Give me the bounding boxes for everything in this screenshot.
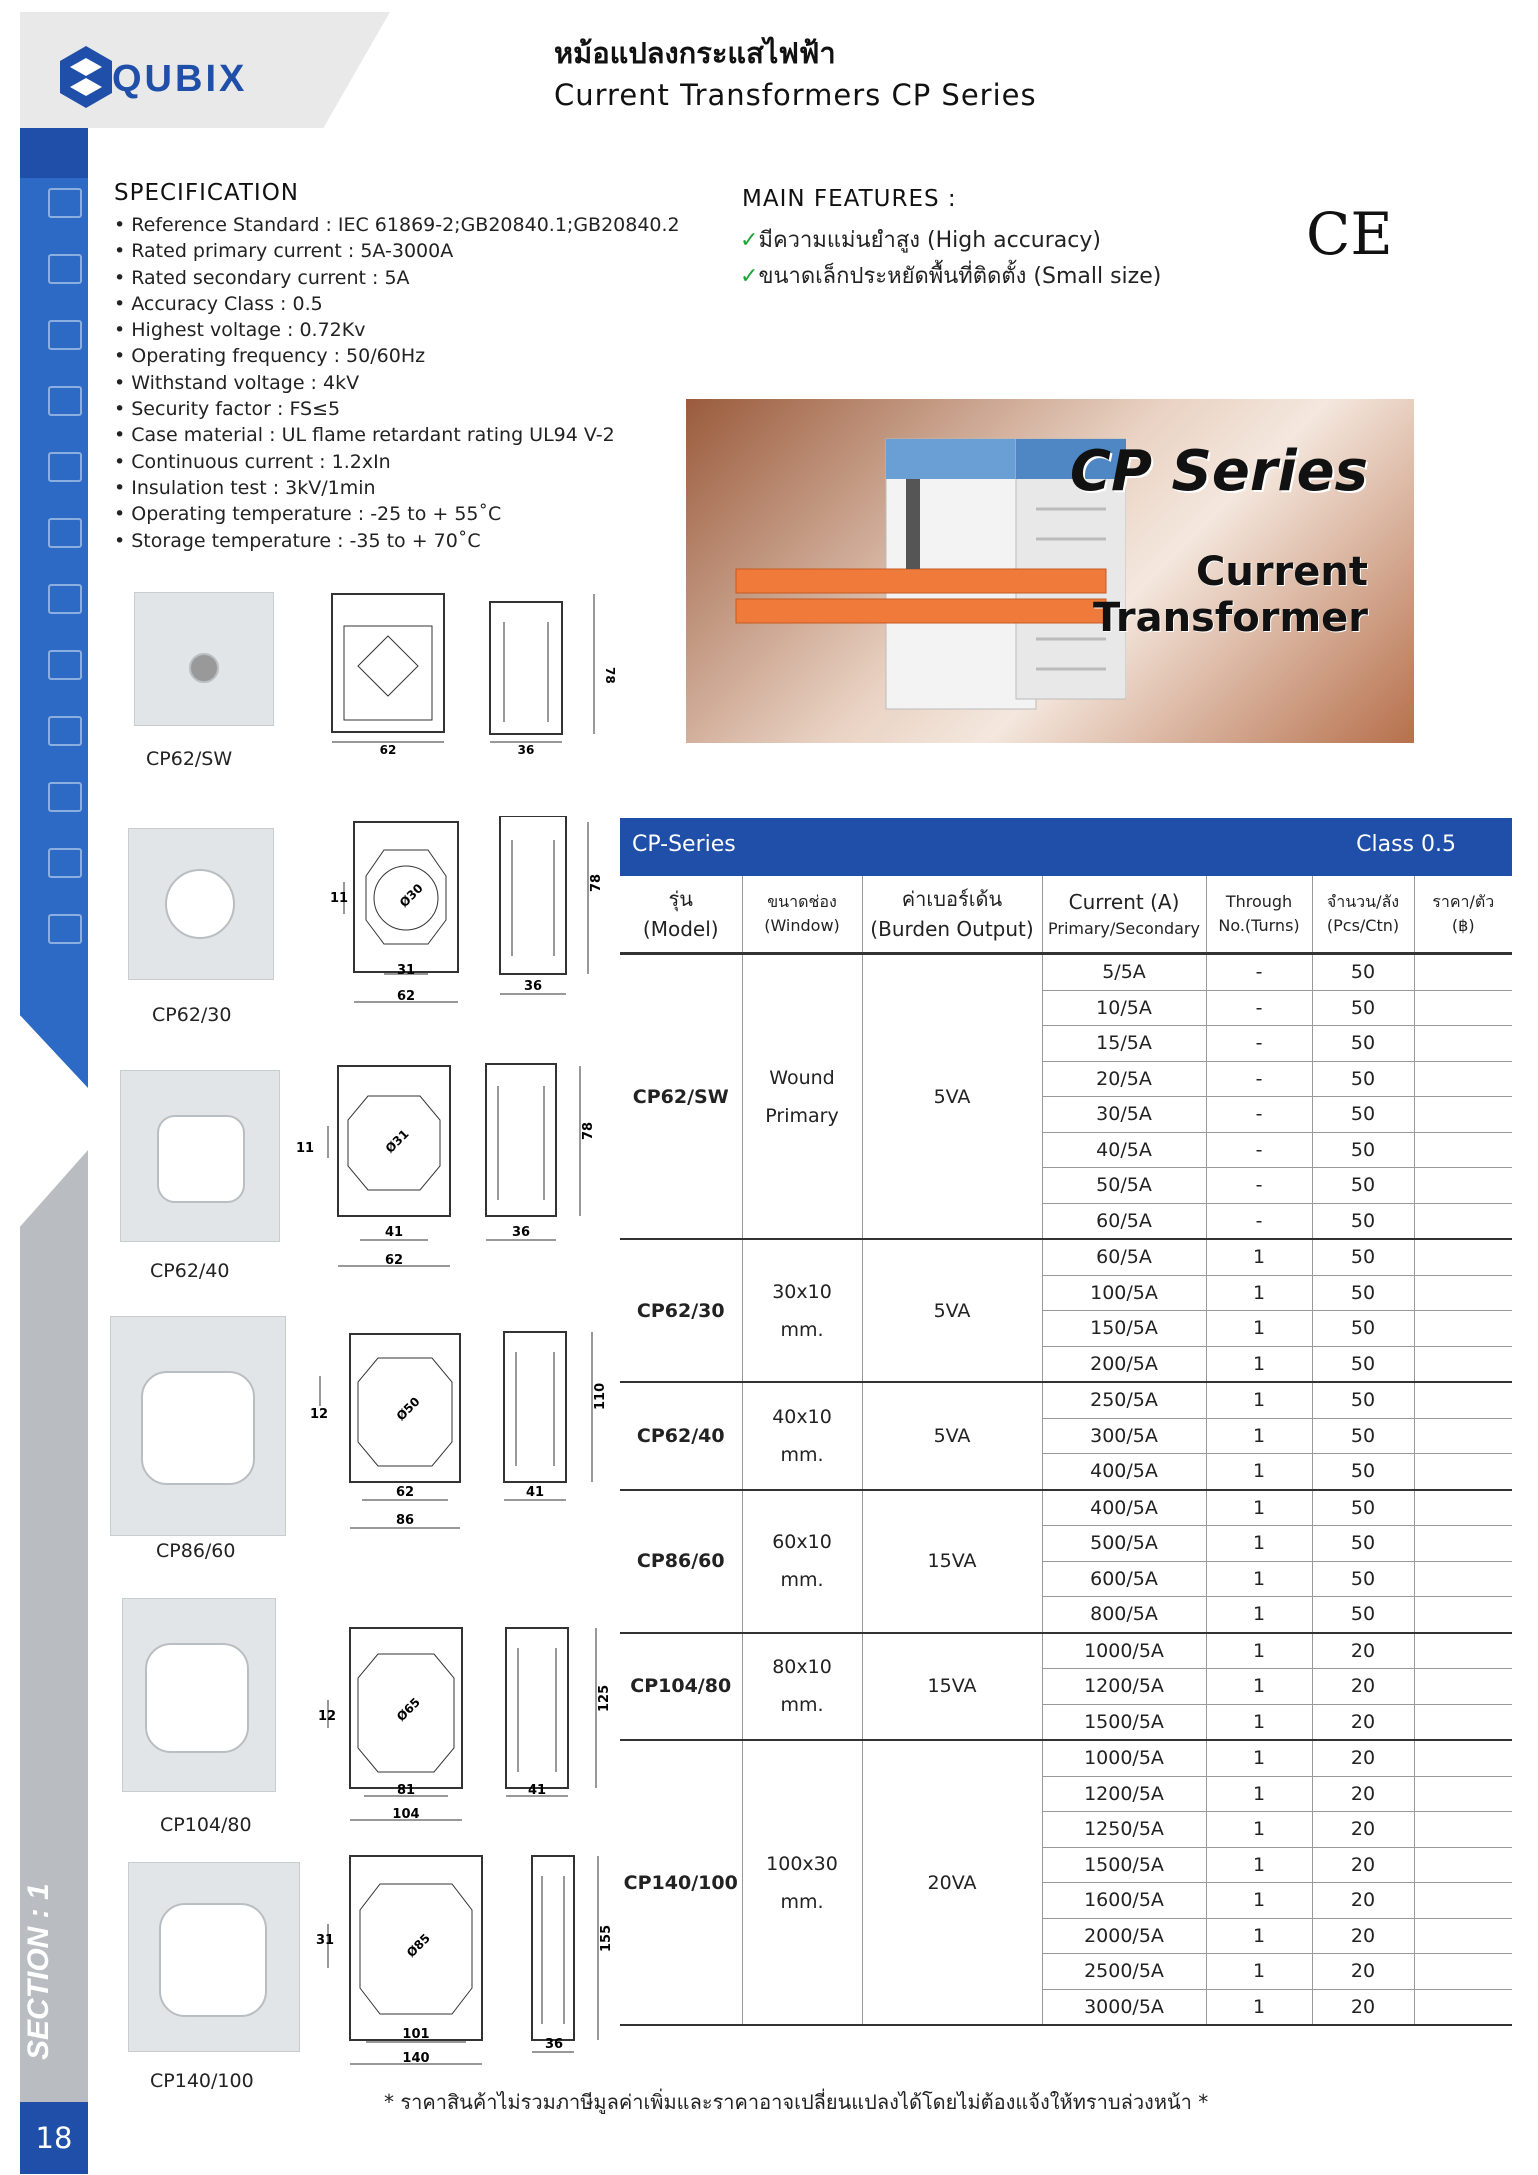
burden-cell: 5VA	[862, 1239, 1042, 1382]
table-row	[620, 954, 1512, 991]
dimension-drawing-cp104-80	[314, 1620, 620, 1830]
current-cell: 1500/5A	[1042, 1847, 1206, 1883]
current-cell: 1500/5A	[1042, 1704, 1206, 1740]
svg-text:86: 86	[395, 1513, 415, 1528]
model-cell: CP62/30	[620, 1239, 742, 1382]
burden-cell: 5VA	[862, 954, 1042, 1240]
current-cell: 1600/5A	[1042, 1883, 1206, 1919]
price-cell	[1414, 1346, 1512, 1382]
current-cell: 200/5A	[1042, 1346, 1206, 1382]
burden-cell: 20VA	[862, 1740, 1042, 2025]
price-cell	[1414, 1918, 1512, 1954]
price-cell	[1414, 1418, 1512, 1454]
terminal-category-icon	[48, 584, 82, 614]
current-cell: 300/5A	[1042, 1418, 1206, 1454]
price-cell	[1414, 1633, 1512, 1669]
window-cell: Wound Primary	[742, 954, 862, 1240]
current-cell: 60/5A	[1042, 1203, 1206, 1239]
turns-cell: 1	[1206, 1239, 1312, 1275]
pcs-cell: 50	[1312, 1526, 1414, 1562]
price-cell	[1414, 1812, 1512, 1848]
feature-item: ✓มีความแม่นยำสูง (High accuracy)	[740, 228, 1101, 253]
price-cell	[1414, 990, 1512, 1026]
product-caption: CP62/30	[152, 1004, 232, 1026]
pcs-cell: 50	[1312, 1561, 1414, 1597]
timer-category-icon	[48, 650, 82, 680]
spec-item: • Storage temperature : -35 to + 70˚C	[114, 528, 680, 554]
pcs-cell: 50	[1312, 1168, 1414, 1204]
pcs-cell: 50	[1312, 1311, 1414, 1347]
current-cell: 10/5A	[1042, 990, 1206, 1026]
turns-cell: 1	[1206, 1597, 1312, 1633]
price-cell	[1414, 1203, 1512, 1239]
ct-product-illustration	[706, 419, 1126, 729]
dimension-drawing-cp86-60	[306, 1326, 620, 1542]
svg-text:155: 155	[599, 1924, 614, 1952]
turns-cell: 1	[1206, 1311, 1312, 1347]
svg-text:12: 12	[318, 1709, 337, 1724]
svg-text:78: 78	[581, 1121, 596, 1140]
sidebar-icon-strip	[20, 178, 88, 1088]
window-cell: 80x10 mm.	[742, 1633, 862, 1741]
table-row	[620, 1633, 1512, 1669]
turns-cell: 1	[1206, 1346, 1312, 1382]
table-row	[620, 1490, 1512, 1526]
svg-text:31: 31	[316, 1933, 335, 1948]
spec-item: • Highest voltage : 0.72Kv	[114, 317, 680, 343]
current-cell: 400/5A	[1042, 1454, 1206, 1490]
table-row	[620, 1740, 1512, 1776]
sidebar-top-block	[20, 128, 88, 178]
burden-cell: 5VA	[862, 1382, 1042, 1490]
pcs-cell: 50	[1312, 1418, 1414, 1454]
svg-text:78: 78	[603, 667, 617, 684]
turns-cell: 1	[1206, 1989, 1312, 2025]
pcs-cell: 20	[1312, 1633, 1414, 1669]
current-cell: 1200/5A	[1042, 1776, 1206, 1812]
pcs-cell: 20	[1312, 1740, 1414, 1776]
burden-cell: 15VA	[862, 1490, 1042, 1633]
current-cell: 1250/5A	[1042, 1812, 1206, 1848]
pcs-cell: 20	[1312, 1954, 1414, 1990]
product-caption: CP62/40	[150, 1260, 230, 1282]
banner-subtitle-line2: Transformer	[1092, 595, 1368, 641]
price-cell	[1414, 1669, 1512, 1705]
turns-cell: 1	[1206, 1918, 1312, 1954]
ct-category-icon	[48, 188, 82, 218]
product-photo-cp62-30	[128, 828, 274, 980]
price-cell	[1414, 1776, 1512, 1812]
pcs-cell: 50	[1312, 1132, 1414, 1168]
main-features-heading: MAIN FEATURES :	[742, 186, 957, 212]
current-cell: 100/5A	[1042, 1275, 1206, 1311]
svg-text:62: 62	[396, 989, 416, 1004]
svg-text:36: 36	[544, 2037, 564, 2052]
turns-cell: -	[1206, 990, 1312, 1026]
model-cell: CP62/SW	[620, 954, 742, 1240]
current-cell: 2500/5A	[1042, 1954, 1206, 1990]
current-cell: 50/5A	[1042, 1168, 1206, 1204]
page-title-thai: หม้อแปลงกระแสไฟฟ้า	[554, 36, 836, 70]
dimension-drawing-cp62-30	[314, 816, 620, 1016]
price-cell	[1414, 1989, 1512, 2025]
svg-text:125: 125	[597, 1684, 612, 1712]
spec-item: • Insulation test : 3kV/1min	[114, 475, 680, 501]
turns-cell: 1	[1206, 1275, 1312, 1311]
svg-text:81: 81	[396, 1783, 416, 1798]
turns-cell: 1	[1206, 1740, 1312, 1776]
svg-text:101: 101	[402, 2027, 430, 2042]
price-cell	[1414, 1883, 1512, 1919]
product-photo-cp104-80	[122, 1598, 276, 1792]
svg-text:62: 62	[384, 1253, 404, 1268]
spec-item: • Security factor : FS≤5	[114, 396, 680, 422]
switch-category-icon	[48, 320, 82, 350]
svg-text:41: 41	[527, 1783, 547, 1798]
svg-text:78: 78	[589, 873, 604, 892]
turns-cell: 1	[1206, 1847, 1312, 1883]
current-cell: 15/5A	[1042, 1026, 1206, 1062]
current-cell: 400/5A	[1042, 1490, 1206, 1526]
dimension-drawing-cp140-100	[306, 1848, 620, 2072]
page-title-english: Current Transformers CP Series	[554, 78, 1037, 112]
table-header-row	[620, 876, 1512, 954]
price-cell	[1414, 1132, 1512, 1168]
banner-title: CP Series	[1069, 439, 1368, 504]
current-cell: 1200/5A	[1042, 1669, 1206, 1705]
svg-text:11: 11	[296, 1141, 315, 1156]
header-current: Current (A) Primary/Secondary	[1042, 876, 1206, 954]
product-caption: CP86/60	[156, 1540, 236, 1562]
product-caption: CP140/100	[150, 2070, 254, 2092]
current-cell: 500/5A	[1042, 1526, 1206, 1562]
spec-item: • Accuracy Class : 0.5	[114, 291, 680, 317]
pcs-cell: 20	[1312, 1918, 1414, 1954]
turns-cell: 1	[1206, 1418, 1312, 1454]
fuse-category-icon	[48, 518, 82, 548]
sensor-category-icon	[48, 716, 82, 746]
spec-item: • Operating temperature : -25 to + 55˚C	[114, 501, 680, 527]
current-cell: 5/5A	[1042, 954, 1206, 991]
model-cell: CP62/40	[620, 1382, 742, 1490]
product-photo-cp86-60	[110, 1316, 286, 1536]
price-cell	[1414, 1454, 1512, 1490]
banner-subtitle-line1: Current	[1195, 549, 1368, 595]
turns-cell: -	[1206, 1168, 1312, 1204]
current-cell: 40/5A	[1042, 1132, 1206, 1168]
current-cell: 3000/5A	[1042, 1989, 1206, 2025]
price-cell	[1414, 1382, 1512, 1418]
price-cell	[1414, 1740, 1512, 1776]
product-photo-cp62-40	[120, 1070, 280, 1242]
spec-item: • Rated secondary current : 5A	[114, 265, 680, 291]
svg-text:Ø30: Ø30	[396, 881, 426, 911]
turns-cell: 1	[1206, 1704, 1312, 1740]
product-caption: CP62/SW	[146, 748, 233, 770]
feature-item: ✓ขนาดเล็กประหยัดพื้นที่ติดตั้ง (Small size)	[740, 264, 1162, 289]
pcs-cell: 20	[1312, 1847, 1414, 1883]
price-cell	[1414, 1954, 1512, 1990]
window-cell: 30x10 mm.	[742, 1239, 862, 1382]
turns-cell: 1	[1206, 1812, 1312, 1848]
table-row	[620, 1382, 1512, 1418]
pcs-cell: 50	[1312, 1382, 1414, 1418]
pcs-cell: 20	[1312, 1669, 1414, 1705]
current-cell: 600/5A	[1042, 1561, 1206, 1597]
brand-name: QUBIX	[112, 58, 248, 100]
spec-item: • Continuous current : 1.2xIn	[114, 449, 680, 475]
relay-category-icon	[48, 386, 82, 416]
pcs-cell: 50	[1312, 1239, 1414, 1275]
checkmark-icon: ✓	[740, 264, 759, 289]
price-cell	[1414, 1275, 1512, 1311]
price-cell	[1414, 1311, 1512, 1347]
pcs-cell: 50	[1312, 1490, 1414, 1526]
pcs-cell: 50	[1312, 1097, 1414, 1133]
header-burden: ค่าเบอร์เด้น (Burden Output)	[862, 876, 1042, 954]
price-footnote: * ราคาสินค้าไม่รวมภาษีมูลค่าเพิ่มและราคาอาจเปลี่ยนแปลงได้โดยไม่ต้องแจ้งให้ทราบล่วงหน้า *	[384, 2090, 1209, 2114]
turns-cell: 1	[1206, 1526, 1312, 1562]
turns-cell: -	[1206, 1061, 1312, 1097]
pcs-cell: 20	[1312, 1989, 1414, 2025]
spec-item: • Rated primary current : 5A-3000A	[114, 238, 680, 264]
page-number: 18	[20, 2102, 88, 2174]
header-window: ขนาดช่อง (Window)	[742, 876, 862, 954]
turns-cell: 1	[1206, 1454, 1312, 1490]
ce-mark-icon: CE	[1306, 200, 1393, 268]
header-price: ราคา/ตัว (฿)	[1432, 892, 1495, 935]
current-cell: 60/5A	[1042, 1239, 1206, 1275]
product-banner	[686, 399, 1414, 743]
price-cell	[1414, 1026, 1512, 1062]
current-cell: 1000/5A	[1042, 1740, 1206, 1776]
pcs-cell: 20	[1312, 1776, 1414, 1812]
turns-cell: -	[1206, 1097, 1312, 1133]
pcs-cell: 20	[1312, 1812, 1414, 1848]
turns-cell: 1	[1206, 1776, 1312, 1812]
price-cell	[1414, 1526, 1512, 1562]
model-cell: CP140/100	[620, 1740, 742, 2025]
svg-text:62: 62	[379, 743, 397, 757]
header-pcs: จำนวน/ลัง (Pcs/Ctn)	[1312, 876, 1414, 954]
current-cell: 2000/5A	[1042, 1918, 1206, 1954]
window-cell: 60x10 mm.	[742, 1490, 862, 1633]
price-cell	[1414, 1490, 1512, 1526]
specification-list	[114, 212, 680, 554]
turns-cell: 1	[1206, 1382, 1312, 1418]
svg-text:12: 12	[310, 1407, 329, 1422]
turns-cell: 1	[1206, 1561, 1312, 1597]
header-turns: Through No.(Turns)	[1206, 876, 1312, 954]
plug-category-icon	[48, 914, 82, 944]
pcs-cell: 50	[1312, 1597, 1414, 1633]
svg-text:36: 36	[523, 979, 543, 994]
price-cell	[1414, 1097, 1512, 1133]
specification-heading: SPECIFICATION	[114, 180, 300, 206]
price-cell	[1414, 1061, 1512, 1097]
breaker-category-icon	[48, 452, 82, 482]
qubix-logo-icon	[58, 44, 114, 110]
svg-text:Ø65: Ø65	[393, 1695, 423, 1725]
svg-text:62: 62	[395, 1485, 415, 1500]
pcs-cell: 50	[1312, 1454, 1414, 1490]
display-category-icon	[48, 782, 82, 812]
pcs-cell: 50	[1312, 1346, 1414, 1382]
turns-cell: 1	[1206, 1954, 1312, 1990]
window-cell: 40x10 mm.	[742, 1382, 862, 1490]
specs-table	[620, 876, 1512, 2026]
spec-item: • Reference Standard : IEC 61869-2;GB20840.1;GB20840.2	[114, 212, 680, 238]
window-cell: 100x30 mm.	[742, 1740, 862, 2025]
turns-cell: -	[1206, 954, 1312, 991]
model-cell: CP104/80	[620, 1633, 742, 1741]
current-cell: 250/5A	[1042, 1382, 1206, 1418]
price-cell	[1414, 1704, 1512, 1740]
price-cell	[1414, 1561, 1512, 1597]
table-title: CP-Series	[632, 832, 736, 857]
turns-cell: 1	[1206, 1883, 1312, 1919]
turns-cell: -	[1206, 1132, 1312, 1168]
current-cell: 30/5A	[1042, 1097, 1206, 1133]
svg-text:Ø50: Ø50	[393, 1394, 423, 1424]
spec-item: • Withstand voltage : 4kV	[114, 370, 680, 396]
turns-cell: 1	[1206, 1633, 1312, 1669]
price-cell	[1414, 1597, 1512, 1633]
turns-cell: 1	[1206, 1669, 1312, 1705]
table-class-label: Class 0.5	[1356, 832, 1456, 857]
price-cell	[1414, 1239, 1512, 1275]
price-cell	[1414, 1847, 1512, 1883]
pcs-cell: 50	[1312, 1061, 1414, 1097]
meter-category-icon	[48, 254, 82, 284]
price-cell	[1414, 1168, 1512, 1204]
dimension-drawing-cp62-40	[294, 1060, 620, 1278]
pcs-cell: 50	[1312, 1275, 1414, 1311]
current-cell: 20/5A	[1042, 1061, 1206, 1097]
table-title-bar	[620, 818, 1512, 876]
svg-text:41: 41	[525, 1485, 545, 1500]
dimension-drawing-cp62sw	[330, 592, 620, 760]
header-model: รุ่น (Model)	[620, 876, 742, 954]
svg-text:Ø85: Ø85	[403, 1931, 433, 1961]
spec-item: • Operating frequency : 50/60Hz	[114, 343, 680, 369]
product-photo-cp140-100	[128, 1862, 300, 2052]
product-photo-cp62sw	[134, 592, 274, 726]
price-cell	[1414, 954, 1512, 991]
current-cell: 800/5A	[1042, 1597, 1206, 1633]
svg-text:140: 140	[402, 2051, 430, 2066]
table-row	[620, 1239, 1512, 1275]
svg-text:11: 11	[330, 891, 349, 906]
turns-cell: -	[1206, 1203, 1312, 1239]
pcs-cell: 50	[1312, 1026, 1414, 1062]
svg-text:41: 41	[384, 1225, 404, 1240]
burden-cell: 15VA	[862, 1633, 1042, 1741]
pcs-cell: 50	[1312, 990, 1414, 1026]
turns-cell: 1	[1206, 1490, 1312, 1526]
current-cell: 1000/5A	[1042, 1633, 1206, 1669]
pcs-cell: 20	[1312, 1704, 1414, 1740]
turns-cell: -	[1206, 1026, 1312, 1062]
pcs-cell: 50	[1312, 1203, 1414, 1239]
svg-text:110: 110	[593, 1382, 608, 1410]
svg-text:31: 31	[396, 963, 416, 978]
current-cell: 150/5A	[1042, 1311, 1206, 1347]
specs-table-body	[620, 954, 1512, 2026]
checkmark-icon: ✓	[740, 228, 759, 253]
pcs-cell: 50	[1312, 954, 1414, 991]
socket-category-icon	[48, 848, 82, 878]
pcs-cell: 20	[1312, 1883, 1414, 1919]
spec-item: • Case material : UL flame retardant rating UL94 V-2	[114, 422, 680, 448]
svg-text:36: 36	[511, 1225, 531, 1240]
section-label: SECTION : 1	[22, 1883, 55, 2060]
product-caption: CP104/80	[160, 1814, 252, 1836]
svg-text:104: 104	[392, 1807, 420, 1822]
svg-text:36: 36	[517, 743, 535, 757]
svg-text:Ø31: Ø31	[382, 1126, 412, 1156]
model-cell: CP86/60	[620, 1490, 742, 1633]
